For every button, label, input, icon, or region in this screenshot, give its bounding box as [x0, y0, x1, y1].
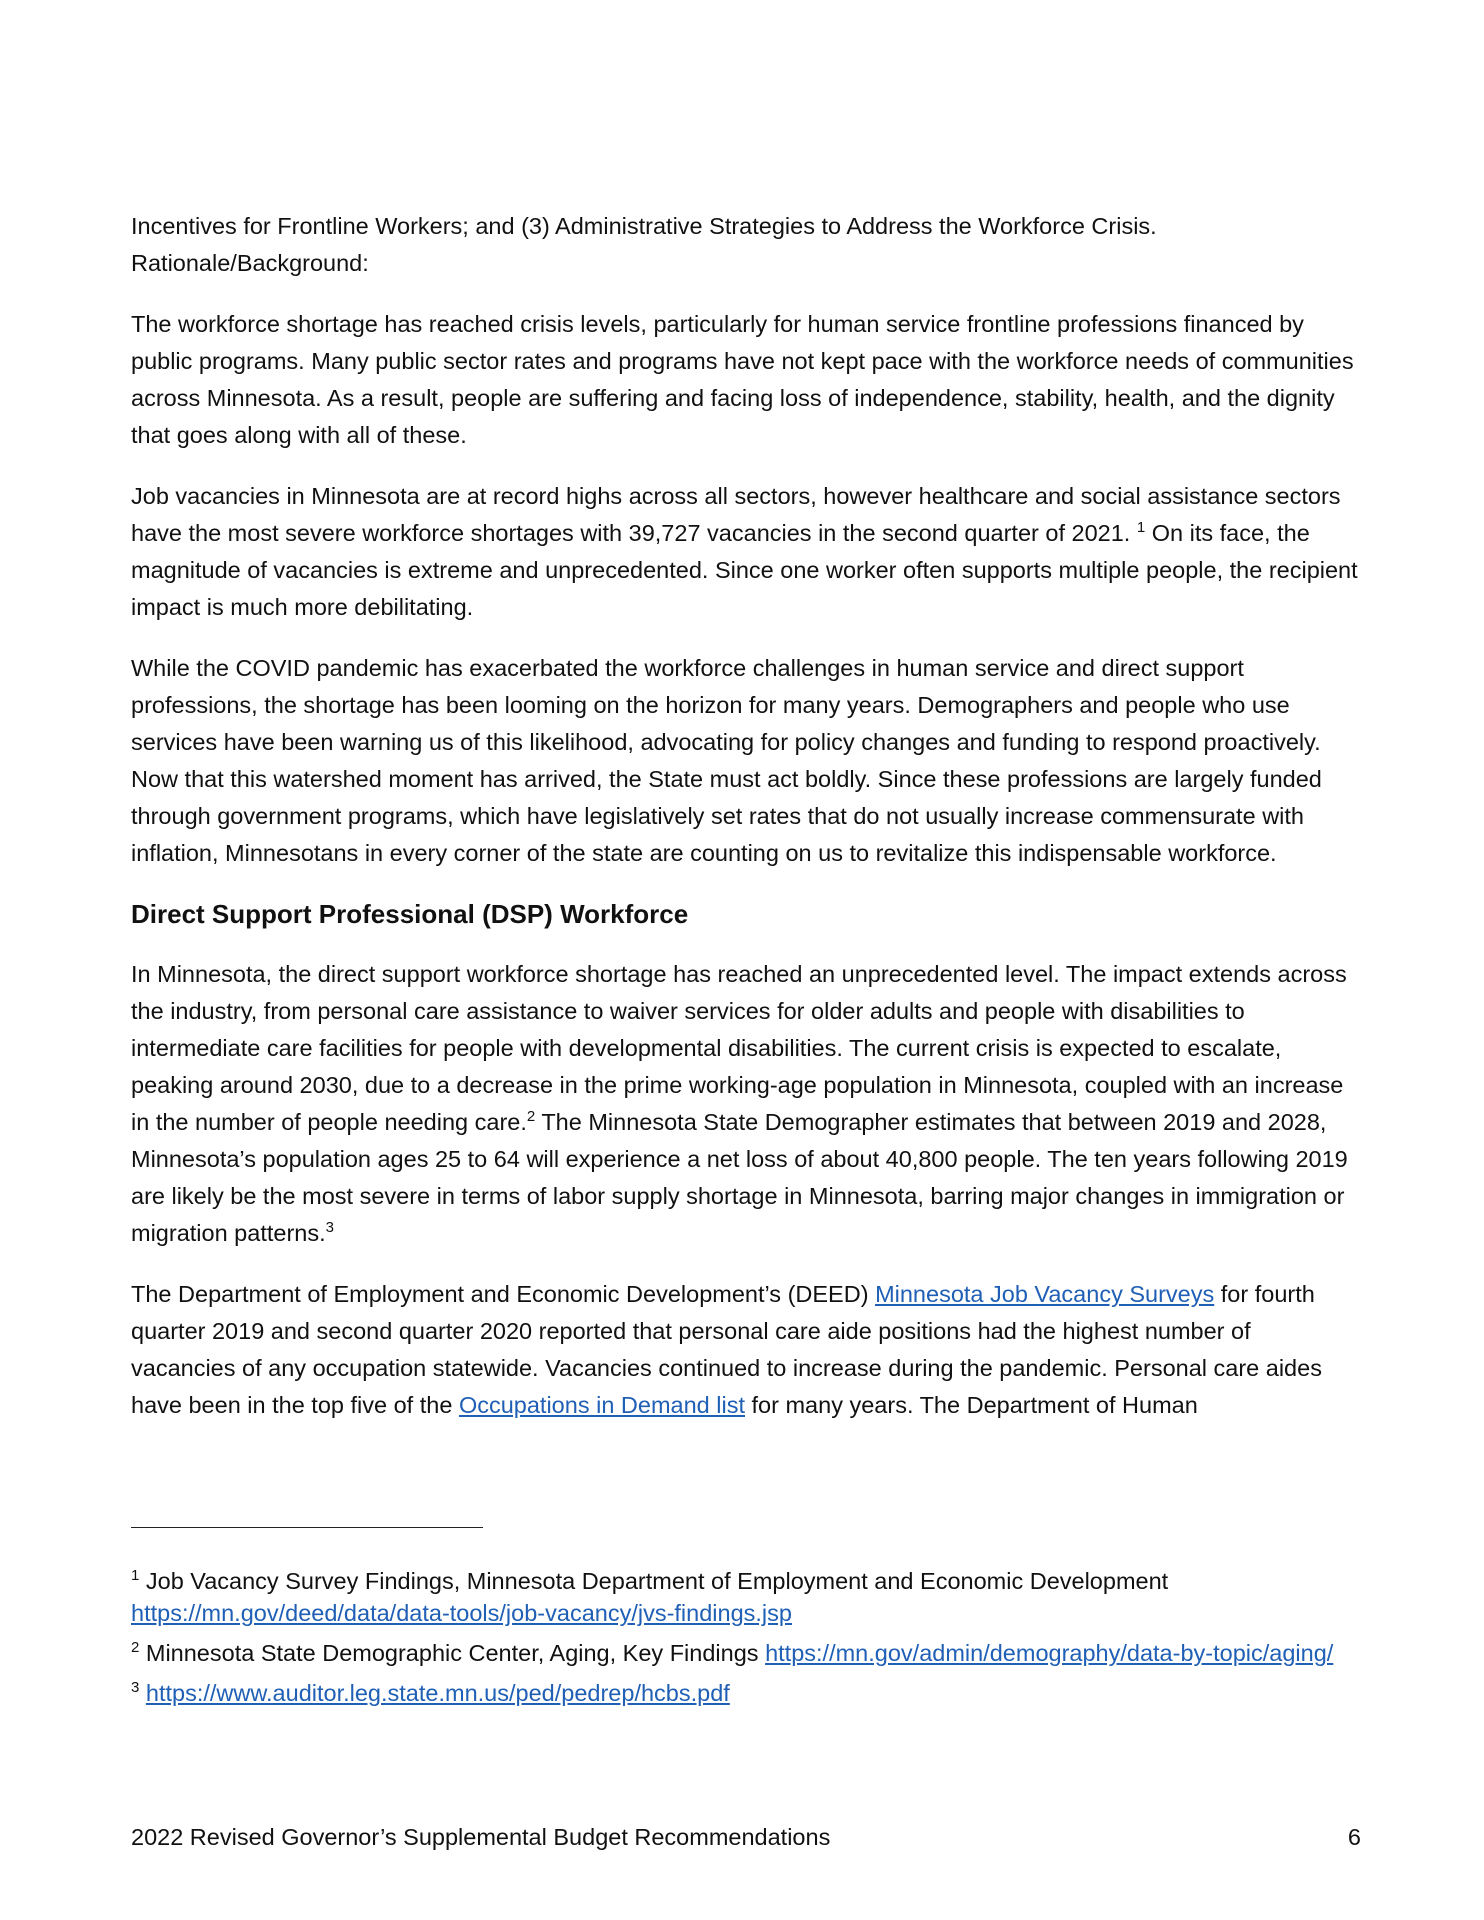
footnote-link[interactable]: https://mn.gov/admin/demography/data-by-topic/aging/ [765, 1640, 1334, 1666]
footnote-link[interactable]: https://www.auditor.leg.state.mn.us/ped/pedrep/hcbs.pdf [145, 1680, 730, 1706]
text-run: In Minnesota, the direct support workforce shortage has reached an unprecedented level. The impact extends across the industry, from personal care assistance to waiver services for older adults and people with disabilities to intermediate care facilities for people with developmental disabilities. The current crisis is expected to escalate, peaking around 2030, due to a decrease in the prime working-age population in Minnesota, coupled with an increase in the number of people needing care. [131, 961, 1347, 1135]
footnote-separator [131, 1527, 483, 1528]
link-job-vacancy-surveys[interactable]: Minnesota Job Vacancy Surveys [875, 1281, 1215, 1307]
footnote-link[interactable]: https://mn.gov/deed/data/data-tools/job-vacancy/jvs-findings.jsp [131, 1600, 792, 1626]
footnote-ref-3[interactable]: 3 [325, 1219, 334, 1237]
footnote-2 [131, 1637, 1361, 1669]
footnotes [131, 1565, 1361, 1717]
link-occupations-in-demand[interactable]: Occupations in Demand list [458, 1392, 745, 1418]
paragraph-job-vacancies [131, 478, 1361, 626]
footer-title: 2022 Revised Governor’s Supplemental Budget Recommendations [131, 1824, 831, 1850]
paragraph-workforce-shortage: The workforce shortage has reached crisis levels, particularly for human service frontline professions financed by public programs. Many public sector rates and programs have not kept pace with the workforce needs of communities across Minnesota. As a result, people are suffering and facing loss of independence, stability, health, and the dignity that goes along with all of these. [131, 311, 1354, 448]
paragraph-deed [131, 1276, 1361, 1424]
text-run: The Minnesota State Demographer estimates that between 2019 and 2028, Minnesota’s population ages 25 to 64 will experience a net loss of about 40,800 people. The ten years following 2019 are likely be the most severe in terms of labor supply shortage in Minnesota, barring major changes in immigration or migration patterns. [131, 1109, 1348, 1246]
footnote-number: 1 [131, 1567, 140, 1585]
footnote-number: 3 [131, 1679, 140, 1697]
footnote-ref-1[interactable]: 1 [1136, 519, 1146, 537]
text-run: for many years. The Department of Human [745, 1392, 1198, 1418]
intro-line: Incentives for Frontline Workers; and (3) Administrative Strategies to Address the Workforce Crisis. [131, 213, 1157, 239]
page-footer [131, 1821, 1361, 1853]
footnote-1 [131, 1565, 1361, 1629]
paragraph-dsp-shortage [131, 956, 1361, 1252]
paragraph-covid-pandemic: While the COVID pandemic has exacerbated the workforce challenges in human service and direct support professions, the shortage has been looming on the horizon for many years. Demographers and people who use services have been warning us of this likelihood, advocating for policy changes and funding to respond proactively. Now that this watershed moment has arrived, the State must act boldly. Since these professions are largely funded through government programs, which have legislatively set rates that do not usually increase commensurate with inflation, Minnesotans in every corner of the state are counting on us to revitalize this indispensable workforce. [131, 655, 1322, 866]
intro-paragraph [131, 208, 1361, 282]
document-body [131, 208, 1361, 1448]
text-run: Job vacancies in Minnesota are at record highs across all sectors, however healthcare and social assistance sectors have the most severe workforce shortages with 39,727 vacancies in the second quarter of 2021. [131, 483, 1341, 546]
footnote-number: 2 [131, 1639, 140, 1657]
section-heading: Direct Support Professional (DSP) Workforce [131, 899, 689, 929]
rationale-label: Rationale/Background: [131, 250, 369, 276]
footnote-text: Minnesota State Demographic Center, Aging, Key Findings [139, 1640, 766, 1666]
footnote-3 [131, 1677, 1361, 1709]
footnote-ref-2[interactable]: 2 [526, 1108, 536, 1126]
text-run: for fourth quarter 2019 and second quarter 2020 reported that personal care aide positions had the highest number of vacancies of any occupation statewide. Vacancies continued to increase during the pandemic. Personal care aides have been in the top five of the [131, 1281, 1322, 1418]
footnote-text: Job Vacancy Survey Findings, Minnesota Department of Employment and Economic Development [139, 1568, 1169, 1594]
text-run: The Department of Employment and Economic Development’s (DEED) [131, 1281, 876, 1307]
page-number: 6 [1347, 1824, 1361, 1850]
text-run: On its face, the magnitude of vacancies is extreme and unprecedented. Since one worker often supports multiple people, the recipient impact is much more debilitating. [131, 520, 1358, 620]
